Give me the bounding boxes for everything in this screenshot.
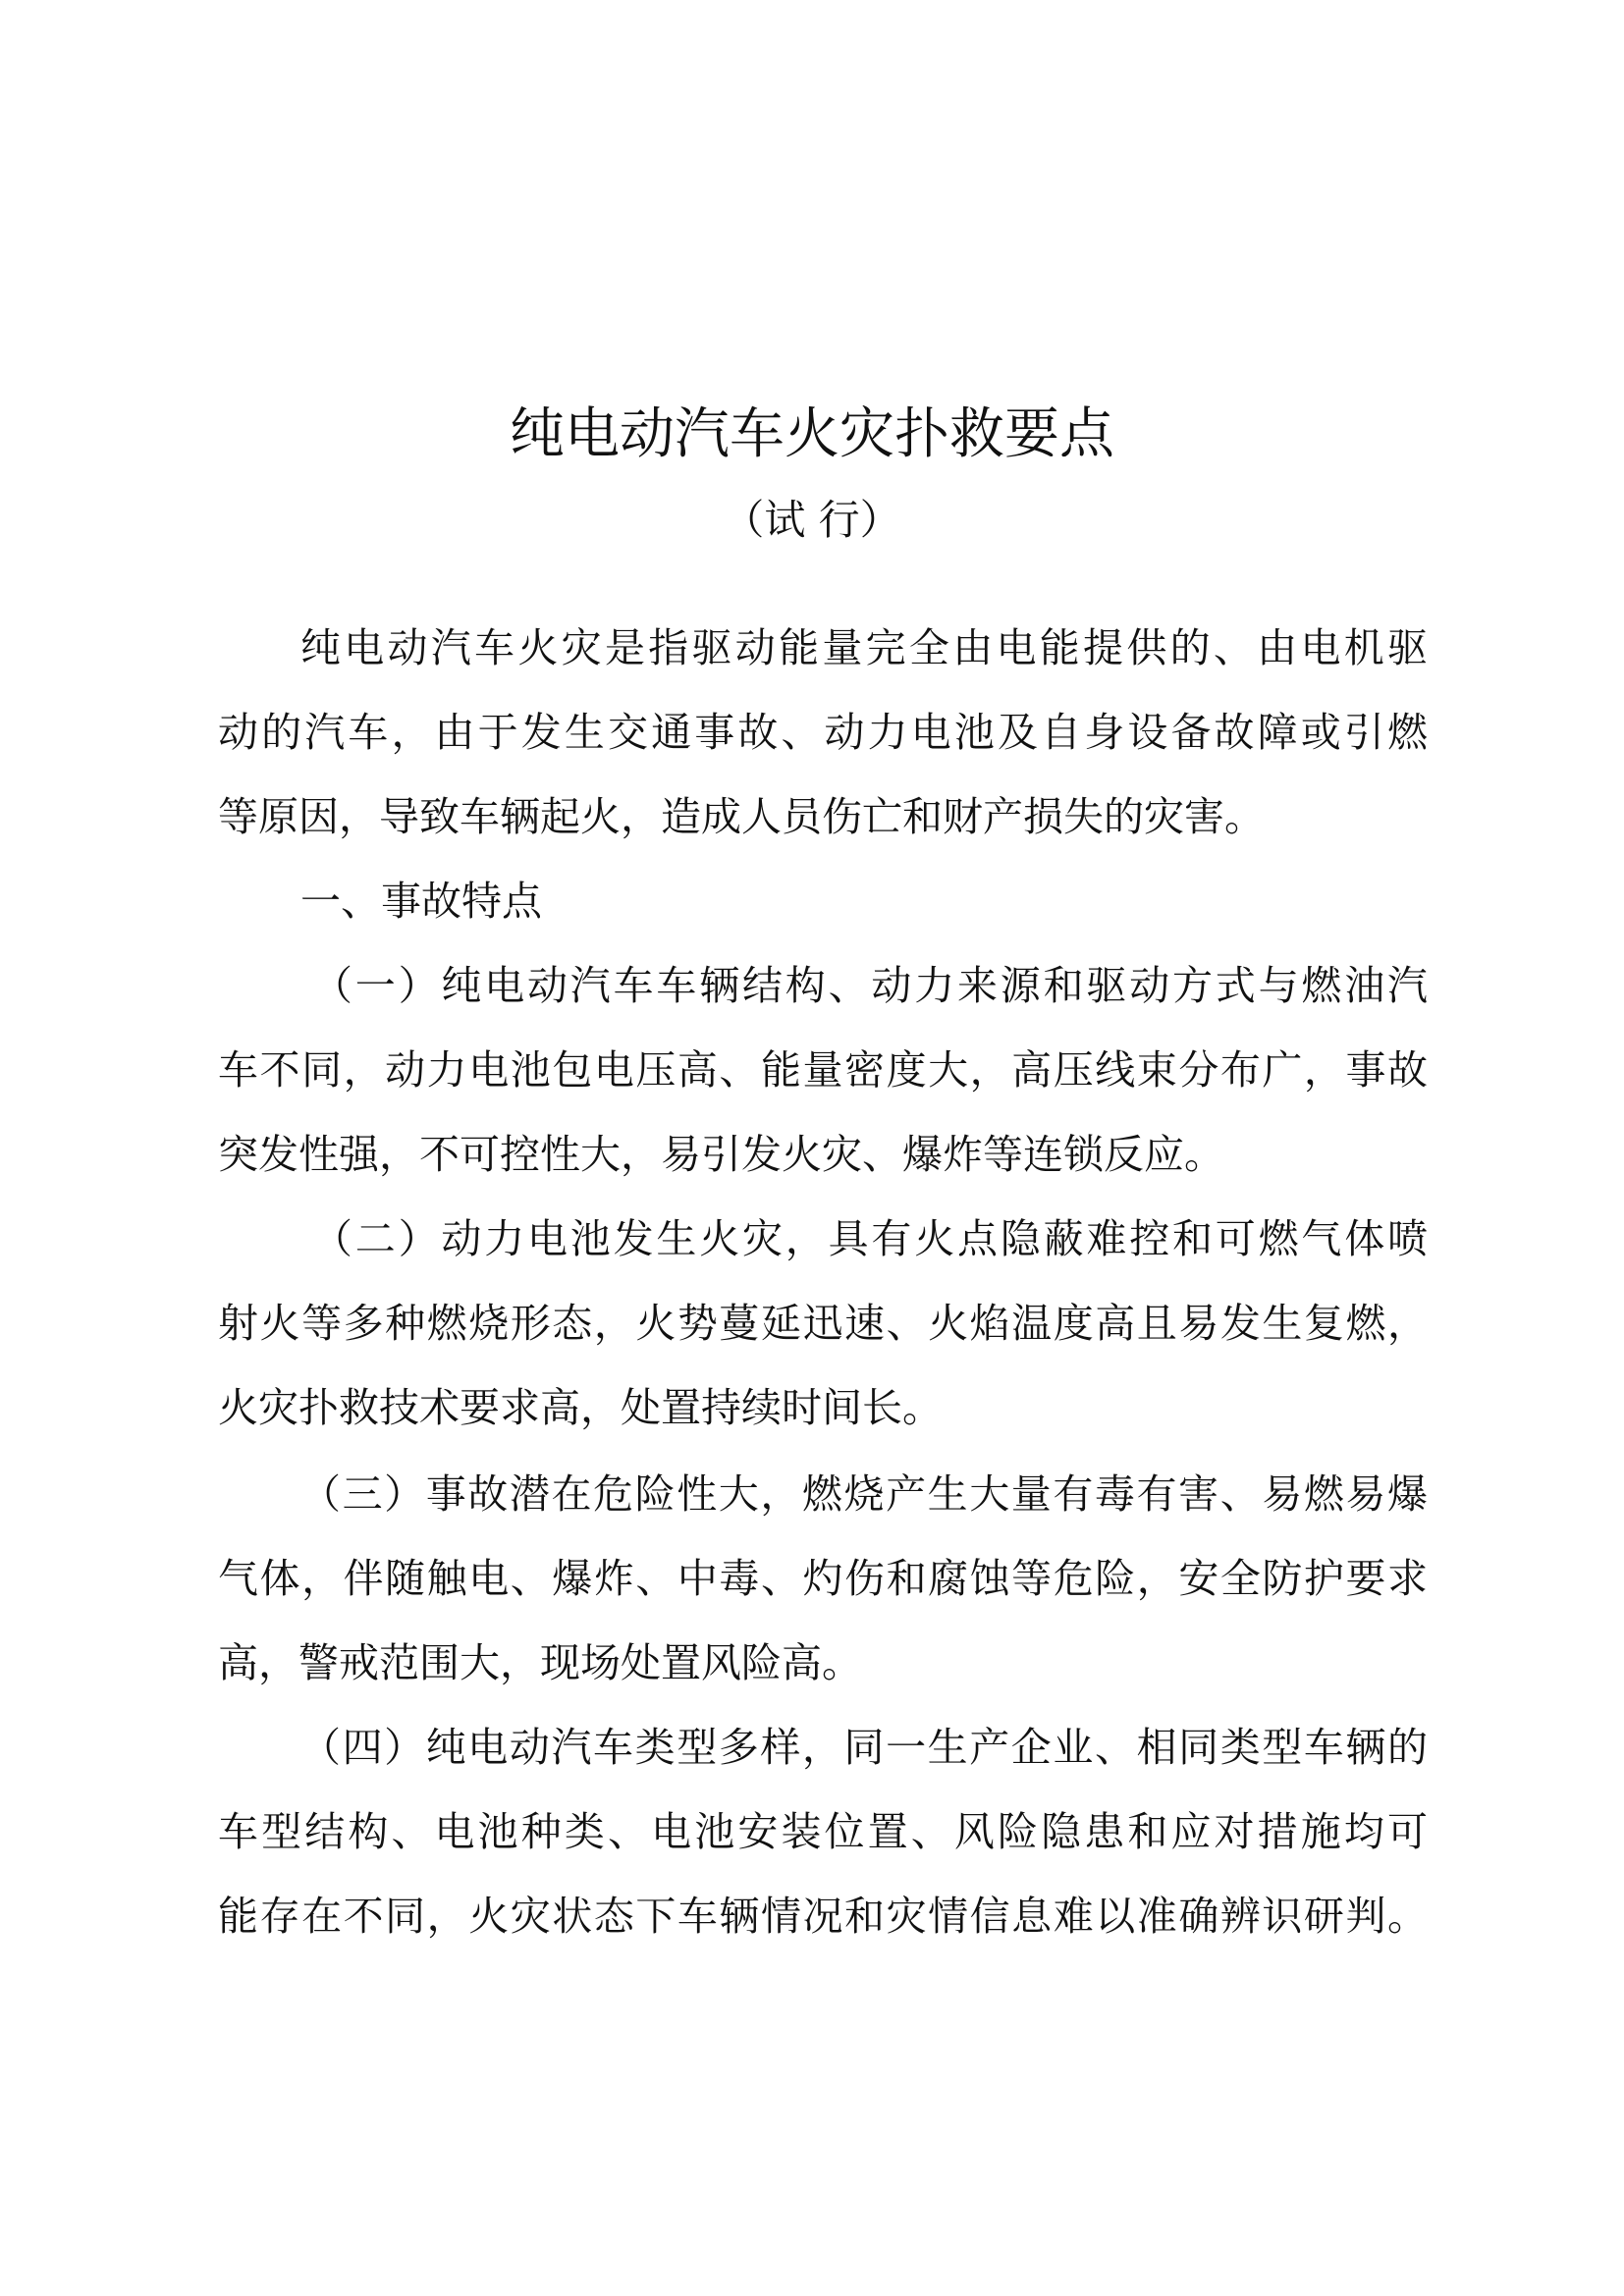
paragraph-line: 车型结构、电池种类、电池安装位置、风险隐患和应对措施均可 [218,1808,1428,1855]
paragraph-line: 能存在不同，火灾状态下车辆情况和灾情信息难以准确辨识研判。 [218,1893,1428,1940]
paragraph-line: 车不同，动力电池包电压高、能量密度大，高压线束分布广，事故 [218,1046,1428,1094]
paragraph-line: 射火等多种燃烧形态，火势蔓延迅速、火焰温度高且易发生复燃， [218,1300,1428,1347]
paragraph-line: （三）事故潜在危险性大，燃烧产生大量有毒有害、易燃易爆 [300,1470,1428,1518]
paragraph-line: 等原因，导致车辆起火，造成人员伤亡和财产损失的灾害。 [218,793,1265,840]
paragraph-line: 动的汽车，由于发生交通事故、动力电池及自身设备故障或引燃 [218,709,1428,756]
paragraph-line: 纯电动汽车火灾是指驱动能量完全由电能提供的、由电机驱 [300,624,1428,671]
paragraph-line: （一）纯电动汽车车辆结构、动力来源和驱动方式与燃油汽 [312,962,1428,1009]
document-title: 纯电动汽车火灾扑救要点 [510,402,1114,466]
paragraph-line: （四）纯电动汽车类型多样，同一生产企业、相同类型车辆的 [300,1724,1428,1771]
paragraph-line: 突发性强，不可控性大，易引发火灾、爆炸等连锁反应。 [218,1131,1224,1178]
document-subtitle: （试 行） [723,496,901,544]
paragraph-line: 高，警戒范围大，现场处置风险高。 [218,1639,862,1686]
paragraph-line: 火灾扑救技术要求高，处置持续时间长。 [218,1384,943,1431]
paragraph-line: 气体，伴随触电、爆炸、中毒、灼伤和腐蚀等危险，安全防护要求 [218,1555,1428,1602]
section-heading: 一、事故特点 [300,878,542,925]
paragraph-line: （二）动力电池发生火灾，具有火点隐蔽难控和可燃气体喷 [312,1215,1428,1262]
